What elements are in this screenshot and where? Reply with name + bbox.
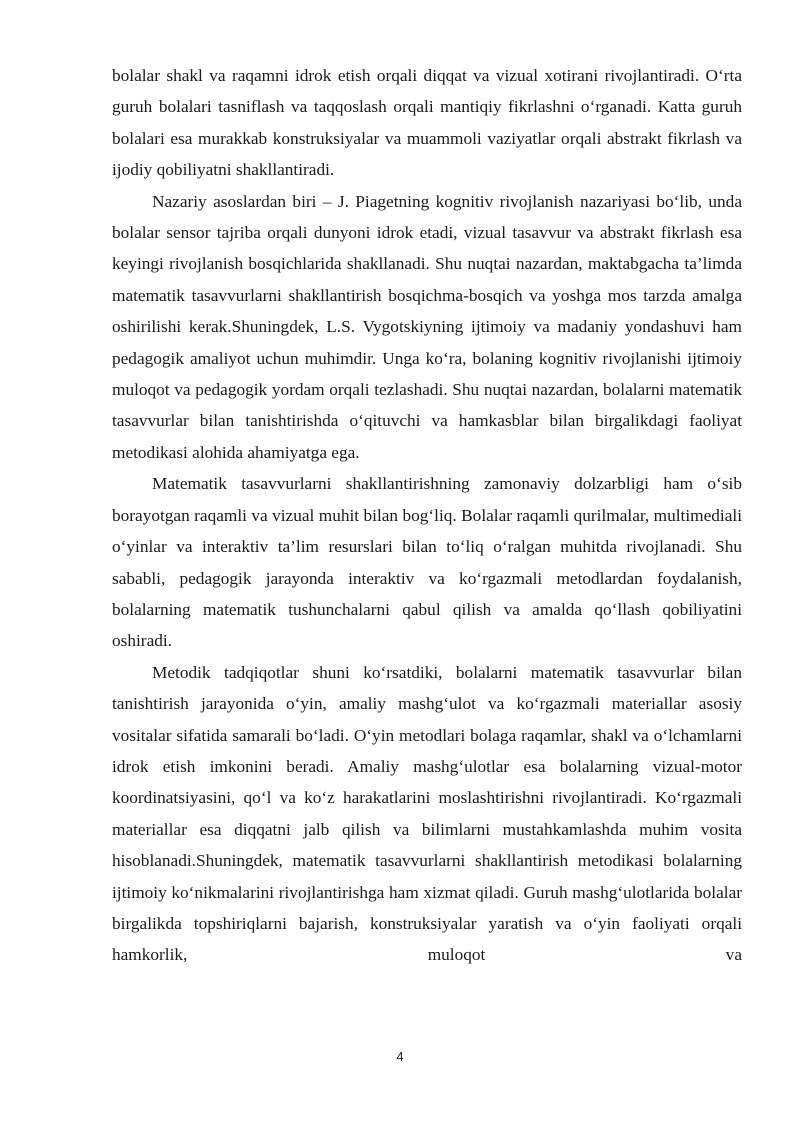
page-number: 4 [396, 1049, 404, 1064]
document-page [112, 60, 742, 971]
paragraph-methodical-research: Metodik tadqiqotlar shuni ko‘rsatdiki, bolalarni matematik tasavvurlar bilan tanishtirish jarayonida o‘yin, amaliy mashg‘ulot va ko‘rgazmali materiallar asosiy vositalar sifatida samarali bo‘ladi. O‘yin metodlari bolaga raqamlar, shakl va o‘lchamlarni idrok etish imkonini beradi. Amaliy mashg‘ulotlar esa bolalarning vizual-motor koordinatsiyasini, qo‘l va ko‘z harakatlarini moslashtirishni rivojlantiradi. Ko‘rgazmali materiallar esa diqqatni jalb qilish va bilimlarni mustahkamlashda muhim vosita hisoblanadi.Shuningdek, matematik tasavvurlarni shakllantirish metodikasi bolalarning ijtimoiy ko‘nikmalarini rivojlantirishga ham xizmat qiladi. Guruh mashg‘ulotlarida bolalar birgalikda topshiriqlarni bajarish, konstruksiyalar yaratish va o‘yin faoliyati orqali hamkorlik, muloqot va [112, 662, 742, 965]
paragraph-piaget-vygotsky: Nazariy asoslardan biri – J. Piagetning kognitiv rivojlanish nazariyasi bo‘lib, unda bolalar sensor tajriba orqali dunyoni idrok etadi, vizual tasavvur va abstrakt fikrlash esa keyingi rivojlanish bosqichlarida shakllanadi. Shu nuqtai nazardan, maktabgacha ta’limda matematik tasavvurlarni shakllantirish bosqichma-bosqich va yoshga mos tarzda amalga oshirilishi kerak.Shuningdek, L.S. Vygotskiyning ijtimoiy va madaniy yondashuvi ham pedagogik amaliyot uchun muhimdir. Unga ko‘ra, bolaning kognitiv rivojlanishi ijtimoiy muloqot va pedagogik yordam orqali tezlashadi. Shu nuqtai nazardan, bolalarni matematik tasavvurlar bilan tanishtirishda o‘qituvchi va hamkasblar bilan birgalikdagi faoliyat metodikasi alohida ahamiyatga ega. [112, 191, 742, 462]
paragraph-continued: bolalar shakl va raqamni idrok etish orqali diqqat va vizual xotirani rivojlantiradi. O‘rta guruh bolalari tasniflash va taqqoslash orqali mantiqiy fikrlashni o‘rganadi. Katta guruh bolalari esa murakkab konstruksiyalar va muammoli vaziyatlar orqali abstrakt fikrlash va ijodiy qobiliyatni shakllantiradi. [112, 66, 742, 180]
paragraph-digital-environment: Matematik tasavvurlarni shakllantirishning zamonaviy dolzarbligi ham o‘sib borayotgan raqamli va vizual muhit bilan bog‘liq. Bolalar raqamli qurilmalar, multimediali o‘yinlar va interaktiv ta’lim resurslari bilan to‘liq o‘ralgan muhitda rivojlanadi. Shu sababli, pedagogik jarayonda interaktiv va ko‘rgazmali metodlardan foydalanish, bolalarning matematik tushunchalarni qabul qilish va amalda qo‘llash qobiliyatini oshiradi. [112, 474, 742, 651]
